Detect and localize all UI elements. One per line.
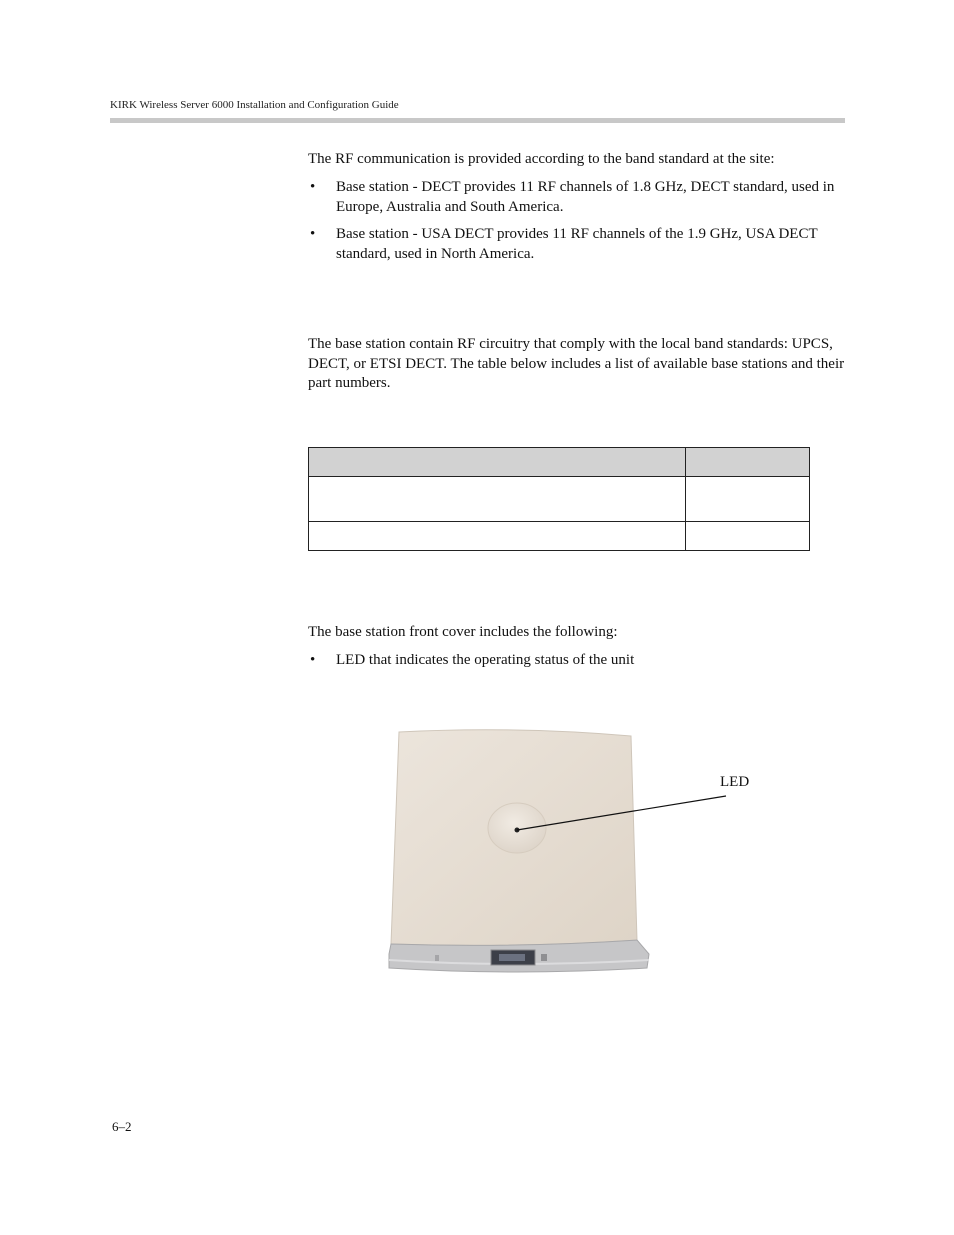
bullet-glyph: • — [310, 652, 316, 668]
base-station-photo — [385, 724, 785, 976]
running-header: KIRK Wireless Server 6000 Installation and Configuration Guide — [110, 99, 399, 111]
list-item-text: Base station - USA DECT provides 11 RF channels of the 1.9 GHz, USA DECT standard, used in North America. — [336, 226, 818, 262]
page-number: 6–2 — [112, 1119, 132, 1134]
table-cell — [309, 522, 686, 551]
base-station-description: The base station contain RF circuitry that comply with the local band standards: UPCS, DECT, or ETSI DECT. The table below includes a list of available base stations and their part numbers. — [308, 336, 845, 391]
list-item-text: LED that indicates the operating status of the unit — [336, 652, 635, 668]
table-row — [309, 477, 810, 522]
bullet-glyph: • — [310, 226, 316, 242]
base-station-table — [308, 447, 810, 551]
front-cover-intro: The base station front cover includes the following: — [308, 624, 618, 640]
table-cell — [686, 477, 810, 522]
rf-intro: The RF communication is provided according to the band standard at the site: — [308, 151, 775, 167]
table-header-cell — [309, 448, 686, 477]
table-header-cell — [686, 448, 810, 477]
table-cell — [309, 477, 686, 522]
led-callout-label: LED — [720, 774, 750, 790]
table-cell — [686, 522, 810, 551]
table-row — [309, 522, 810, 551]
list-item-text: Base station - DECT provides 11 RF channels of 1.8 GHz, DECT standard, used in Europe, Australia and South America. — [336, 179, 835, 215]
header-rule — [110, 118, 845, 123]
table-header-row — [309, 448, 810, 477]
bullet-glyph: • — [310, 179, 316, 195]
